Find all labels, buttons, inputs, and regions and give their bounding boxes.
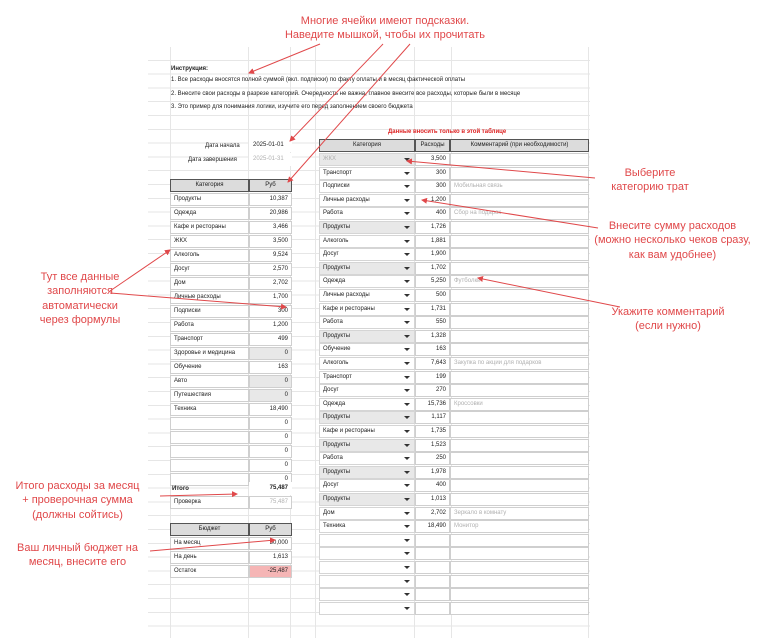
- entry-comment-input[interactable]: [450, 167, 589, 180]
- budget-row-name: Остаток: [170, 565, 249, 578]
- entries-header-comment: Комментарий (при необходимости): [450, 139, 589, 152]
- chevron-down-icon: [404, 389, 410, 392]
- entry-category-select[interactable]: [319, 235, 415, 248]
- entry-category-value: Обучение: [323, 346, 351, 353]
- entry-category-select[interactable]: [319, 180, 415, 193]
- summary-row-name: Работа: [170, 319, 249, 332]
- summary-row-name: Алкоголь: [170, 249, 249, 262]
- chevron-down-icon: [404, 525, 410, 528]
- summary-row-name: Путешествия: [170, 389, 249, 402]
- entry-category-value: Работа: [323, 455, 343, 462]
- entry-category-select[interactable]: [319, 588, 415, 601]
- entry-amount-input[interactable]: 1,523: [415, 439, 450, 452]
- entry-comment-input[interactable]: [450, 575, 589, 588]
- entry-comment-input[interactable]: [450, 248, 589, 261]
- entry-amount-input[interactable]: 1,702: [415, 262, 450, 275]
- monthly-budget-input[interactable]: 50,000: [249, 537, 292, 550]
- budget-row-name: На месяц: [170, 537, 249, 550]
- instruction-line: 3. Это пример для понимания логики, изучите его перед заполнением своего бюджета: [171, 104, 413, 110]
- chevron-down-icon: [404, 335, 410, 338]
- start-date-label: Дата начала: [205, 143, 240, 149]
- instructions-title: Инструкция:: [171, 66, 209, 72]
- chevron-down-icon: [404, 566, 410, 569]
- entry-category-value: Продукты: [323, 468, 351, 475]
- entry-amount-input[interactable]: 1,013: [415, 493, 450, 506]
- summary-row-name: Дом: [170, 277, 249, 290]
- summary-row-name: [170, 473, 249, 486]
- end-date-value: 2025-01-31: [249, 153, 292, 166]
- chevron-down-icon: [404, 348, 410, 351]
- entry-category-select[interactable]: [319, 398, 415, 411]
- entry-category-select[interactable]: [319, 411, 415, 424]
- entry-category-select[interactable]: [319, 425, 415, 438]
- entry-comment-input[interactable]: [450, 194, 589, 207]
- grid-line: [315, 47, 316, 638]
- chevron-down-icon: [404, 552, 410, 555]
- entry-amount-input[interactable]: 199: [415, 371, 450, 384]
- summary-row-name: Подписки: [170, 305, 249, 318]
- entry-amount-input[interactable]: 5,250: [415, 275, 450, 288]
- entry-amount-input[interactable]: 2,702: [415, 507, 450, 520]
- entry-category-select[interactable]: [319, 343, 415, 356]
- entry-amount-input[interactable]: 1,200: [415, 194, 450, 207]
- chevron-down-icon: [404, 580, 410, 583]
- entry-category-select[interactable]: [319, 452, 415, 465]
- summary-row-name: Транспорт: [170, 333, 249, 346]
- entry-category-value: Продукты: [323, 332, 351, 339]
- total-label: Итого: [172, 486, 189, 492]
- entry-comment-input[interactable]: [450, 534, 589, 547]
- entry-amount-input[interactable]: [415, 561, 450, 574]
- instruction-line: 1. Все расходы вносятся полной суммой (вкл. подписки) по факту оплаты и в месяц фактической оплаты: [171, 77, 466, 83]
- entry-comment-input[interactable]: [450, 384, 589, 397]
- summary-row-value: 0: [249, 459, 292, 472]
- summary-row-value: 2,570: [249, 263, 292, 276]
- entry-comment-input[interactable]: [450, 221, 589, 234]
- entry-comment-input[interactable]: [450, 602, 589, 615]
- entry-category-select[interactable]: [319, 221, 415, 234]
- summary-row-name: Личные расходы: [170, 291, 249, 304]
- entry-category-select[interactable]: [319, 275, 415, 288]
- summary-row-name: [170, 417, 249, 430]
- entry-comment-input[interactable]: [450, 561, 589, 574]
- check-value: 75,487: [249, 496, 292, 509]
- annotation-comment: Укажите комментарий (если нужно): [611, 306, 725, 333]
- summary-row-value: 9,524: [249, 249, 292, 262]
- entry-category-select[interactable]: [319, 561, 415, 574]
- entry-category-select[interactable]: [319, 330, 415, 343]
- chevron-down-icon: [404, 376, 410, 379]
- entry-amount-input[interactable]: 3,500: [415, 153, 450, 166]
- chevron-down-icon: [404, 253, 410, 256]
- entry-category-value: Работа: [323, 210, 343, 217]
- chevron-down-icon: [404, 226, 410, 229]
- entry-category-select[interactable]: [319, 534, 415, 547]
- summary-row-value: 10,387: [249, 193, 292, 206]
- summary-row-value: 0: [249, 389, 292, 402]
- chevron-down-icon: [404, 512, 410, 515]
- chevron-down-icon: [404, 539, 410, 542]
- entry-amount-input[interactable]: 1,731: [415, 303, 450, 316]
- summary-row-value: 0: [249, 417, 292, 430]
- entry-category-select[interactable]: [319, 466, 415, 479]
- entry-category-select[interactable]: [319, 575, 415, 588]
- summary-row-value: 18,490: [249, 403, 292, 416]
- chevron-down-icon: [404, 362, 410, 365]
- annotation-auto-formulas: Тут все данные заполняются автоматически через формулы: [39, 271, 121, 326]
- chevron-down-icon: [404, 294, 410, 297]
- entry-comment-input[interactable]: Закупка по акции для подарков: [450, 357, 589, 370]
- entries-note: Данные вносить только в этой таблице: [388, 129, 507, 135]
- summary-row-value: 0: [249, 431, 292, 444]
- annotation-budget: Ваш личный бюджет на месяц, внесите его: [17, 542, 138, 569]
- summary-row-value: 0: [249, 347, 292, 360]
- entry-category-value: Досуг: [323, 482, 339, 489]
- entry-category-select[interactable]: [319, 153, 415, 166]
- entry-amount-input[interactable]: [415, 575, 450, 588]
- entry-category-value: Личные расходы: [323, 292, 370, 298]
- entry-category-value: Продукты: [323, 264, 351, 271]
- entry-category-value: Техника: [323, 523, 346, 530]
- entry-amount-input[interactable]: 1,978: [415, 466, 450, 479]
- chevron-down-icon: [404, 403, 410, 406]
- summary-row-name: Обучение: [170, 361, 249, 374]
- entry-category-value: Продукты: [323, 224, 351, 230]
- entry-category-select[interactable]: [319, 371, 415, 384]
- summary-row-value: 20,986: [249, 207, 292, 220]
- chevron-down-icon: [404, 457, 410, 460]
- entry-comment-input[interactable]: Кроссовки: [450, 398, 589, 411]
- entry-comment-input[interactable]: [450, 262, 589, 275]
- entry-category-value: Транспорт: [323, 373, 352, 380]
- chevron-down-icon: [404, 607, 410, 610]
- entry-category-value: Алкоголь: [323, 360, 349, 366]
- chevron-down-icon: [404, 484, 410, 487]
- summary-row-name: Техника: [170, 403, 249, 416]
- summary-row-value: 1,200: [249, 319, 292, 332]
- entry-amount-input[interactable]: 163: [415, 343, 450, 356]
- chevron-down-icon: [404, 158, 410, 161]
- summary-row-value: 2,702: [249, 277, 292, 290]
- entry-comment-input[interactable]: [450, 343, 589, 356]
- summary-row-value: 499: [249, 333, 292, 346]
- chevron-down-icon: [404, 199, 410, 202]
- summary-row-name: [170, 445, 249, 458]
- entry-category-value: Досуг: [323, 251, 339, 258]
- entry-category-value: Алкоголь: [323, 237, 349, 244]
- entry-amount-input[interactable]: 550: [415, 316, 450, 329]
- entry-category-value: Подписки: [323, 183, 350, 190]
- summary-row-value: 0: [249, 445, 292, 458]
- summary-row-value: 1,700: [249, 291, 292, 304]
- entry-category-value: Одежда: [323, 400, 346, 407]
- entry-amount-input[interactable]: 18,490: [415, 520, 450, 533]
- entry-category-value: Кафе и рестораны: [323, 428, 375, 434]
- entry-category-value: Личные расходы: [323, 196, 370, 203]
- entry-amount-input[interactable]: 1,900: [415, 248, 450, 261]
- summary-row-name: Одежда: [170, 207, 249, 220]
- total-value: 75,487: [249, 482, 292, 495]
- entry-amount-input[interactable]: 270: [415, 384, 450, 397]
- entry-comment-input[interactable]: [450, 235, 589, 248]
- entry-category-value: Работа: [323, 319, 343, 326]
- chevron-down-icon: [404, 267, 410, 270]
- entry-amount-input[interactable]: 500: [415, 289, 450, 302]
- summary-header-currency: Руб: [249, 179, 292, 192]
- entry-comment-input[interactable]: [450, 411, 589, 424]
- summary-header-category: Категория: [170, 179, 249, 192]
- entry-amount-input[interactable]: 7,643: [415, 357, 450, 370]
- entries-header-amount: Расходы: [415, 139, 450, 152]
- budget-header-currency: Руб: [249, 523, 292, 536]
- chevron-down-icon: [404, 240, 410, 243]
- entry-category-value: Транспорт: [323, 169, 352, 176]
- end-date-label: Дата завершения: [188, 157, 237, 163]
- entry-category-select[interactable]: [319, 262, 415, 275]
- budget-row-value: -25,487: [249, 565, 292, 578]
- summary-row-name: Кафе и рестораны: [170, 221, 249, 234]
- entry-category-select[interactable]: [319, 357, 415, 370]
- entry-category-select[interactable]: [319, 303, 415, 316]
- entry-category-select[interactable]: [319, 289, 415, 302]
- entry-comment-input[interactable]: [450, 371, 589, 384]
- summary-row-name: Авто: [170, 375, 249, 388]
- entry-amount-input[interactable]: 400: [415, 207, 450, 220]
- annotation-tooltips: Многие ячейки имеют подсказки. Наведите мышкой, чтобы их прочитать: [284, 15, 486, 42]
- entry-category-select[interactable]: [319, 520, 415, 533]
- chevron-down-icon: [404, 471, 410, 474]
- entry-category-select[interactable]: [319, 167, 415, 180]
- entry-amount-input[interactable]: [415, 602, 450, 615]
- chevron-down-icon: [404, 444, 410, 447]
- entry-comment-input[interactable]: Монитор: [450, 520, 589, 533]
- chevron-down-icon: [404, 172, 410, 175]
- chevron-down-icon: [404, 416, 410, 419]
- annotation-choose-category: Выберите категорию трат: [611, 167, 689, 194]
- entry-comment-input[interactable]: Футболки: [450, 275, 589, 288]
- entry-comment-input[interactable]: [450, 316, 589, 329]
- entry-comment-input[interactable]: [450, 425, 589, 438]
- budget-header-label: Бюджет: [170, 523, 249, 536]
- budget-row-name: На день: [170, 551, 249, 564]
- entry-comment-input[interactable]: [450, 466, 589, 479]
- entry-category-select[interactable]: [319, 439, 415, 452]
- entry-comment-input[interactable]: [450, 493, 589, 506]
- entry-amount-input[interactable]: [415, 588, 450, 601]
- entry-comment-input[interactable]: [450, 289, 589, 302]
- entry-amount-input[interactable]: 1,881: [415, 235, 450, 248]
- chevron-down-icon: [404, 185, 410, 188]
- entry-comment-input[interactable]: [450, 479, 589, 492]
- entry-comment-input[interactable]: [450, 547, 589, 560]
- chevron-down-icon: [404, 593, 410, 596]
- check-label: Проверка: [170, 496, 249, 509]
- entry-category-select[interactable]: [319, 207, 415, 220]
- entry-category-select[interactable]: [319, 507, 415, 520]
- entry-category-select[interactable]: [319, 602, 415, 615]
- entry-amount-input[interactable]: 1,328: [415, 330, 450, 343]
- entry-category-select[interactable]: [319, 547, 415, 560]
- entry-category-select[interactable]: [319, 479, 415, 492]
- entry-comment-input[interactable]: [450, 330, 589, 343]
- summary-row-value: 163: [249, 361, 292, 374]
- summary-row-value: 0: [249, 375, 292, 388]
- entry-comment-input[interactable]: [450, 153, 589, 166]
- entry-category-value: Одежда: [323, 278, 346, 285]
- entry-amount-input[interactable]: 1,117: [415, 411, 450, 424]
- entry-category-value: Продукты: [323, 496, 351, 502]
- summary-row-name: ЖКХ: [170, 235, 249, 248]
- entry-amount-input[interactable]: 300: [415, 180, 450, 193]
- start-date-input[interactable]: 2025-01-01: [249, 139, 292, 152]
- entry-category-value: Досуг: [323, 387, 339, 394]
- entry-category-select[interactable]: [319, 194, 415, 207]
- entry-amount-input[interactable]: [415, 547, 450, 560]
- entry-category-select[interactable]: [319, 384, 415, 397]
- entry-category-value: Кафе и рестораны: [323, 305, 375, 312]
- entry-comment-input[interactable]: [450, 452, 589, 465]
- entry-category-select[interactable]: [319, 248, 415, 261]
- entry-category-value: Продукты: [323, 414, 351, 421]
- entries-header-category: Категория: [319, 139, 415, 152]
- entry-category-select[interactable]: [319, 316, 415, 329]
- entry-amount-input[interactable]: 15,736: [415, 398, 450, 411]
- summary-row-name: [170, 431, 249, 444]
- budget-row-value: 1,613: [249, 551, 292, 564]
- chevron-down-icon: [404, 308, 410, 311]
- entry-amount-input[interactable]: 250: [415, 452, 450, 465]
- entry-comment-input[interactable]: Зеркало в комнату: [450, 507, 589, 520]
- entry-comment-input[interactable]: [450, 588, 589, 601]
- summary-row-value: 300: [249, 305, 292, 318]
- entry-amount-input[interactable]: 1,726: [415, 221, 450, 234]
- entry-category-value: Дом: [323, 509, 335, 516]
- entry-category-value: Продукты: [323, 441, 351, 448]
- summary-row-value: 3,466: [249, 221, 292, 234]
- chevron-down-icon: [404, 498, 410, 501]
- annotation-enter-sum: Внесите сумму расходов (можно несколько чеков сразу, как вам удобнее): [594, 220, 751, 261]
- entry-category-value: ЖКХ: [323, 156, 337, 162]
- instruction-line: 2. Внесите свои расходы в разрезе категорий. Очередность не важна, главное внесите все расходы, которые были в месяце: [171, 91, 521, 97]
- summary-row-name: Досуг: [170, 263, 249, 276]
- entry-comment-input[interactable]: [450, 303, 589, 316]
- chevron-down-icon: [404, 430, 410, 433]
- entry-amount-input[interactable]: 300: [415, 167, 450, 180]
- entry-comment-input[interactable]: [450, 439, 589, 452]
- entry-category-select[interactable]: [319, 493, 415, 506]
- chevron-down-icon: [404, 212, 410, 215]
- summary-row-name: Продукты: [170, 193, 249, 206]
- entry-amount-input[interactable]: 400: [415, 479, 450, 492]
- summary-row-name: Здоровье и медицина: [170, 347, 249, 360]
- entry-comment-input[interactable]: Сбор на подарок: [450, 207, 589, 220]
- entry-amount-input[interactable]: 1,735: [415, 425, 450, 438]
- chevron-down-icon: [404, 280, 410, 283]
- chevron-down-icon: [404, 321, 410, 324]
- entry-comment-input[interactable]: Мобильная связь: [450, 180, 589, 193]
- summary-row-value: 0: [249, 473, 292, 486]
- summary-row-name: [170, 459, 249, 472]
- annotation-totals: Итого расходы за месяц + проверочная сумма (должны сойтись): [15, 480, 140, 521]
- entry-amount-input[interactable]: [415, 534, 450, 547]
- summary-row-value: 3,500: [249, 235, 292, 248]
